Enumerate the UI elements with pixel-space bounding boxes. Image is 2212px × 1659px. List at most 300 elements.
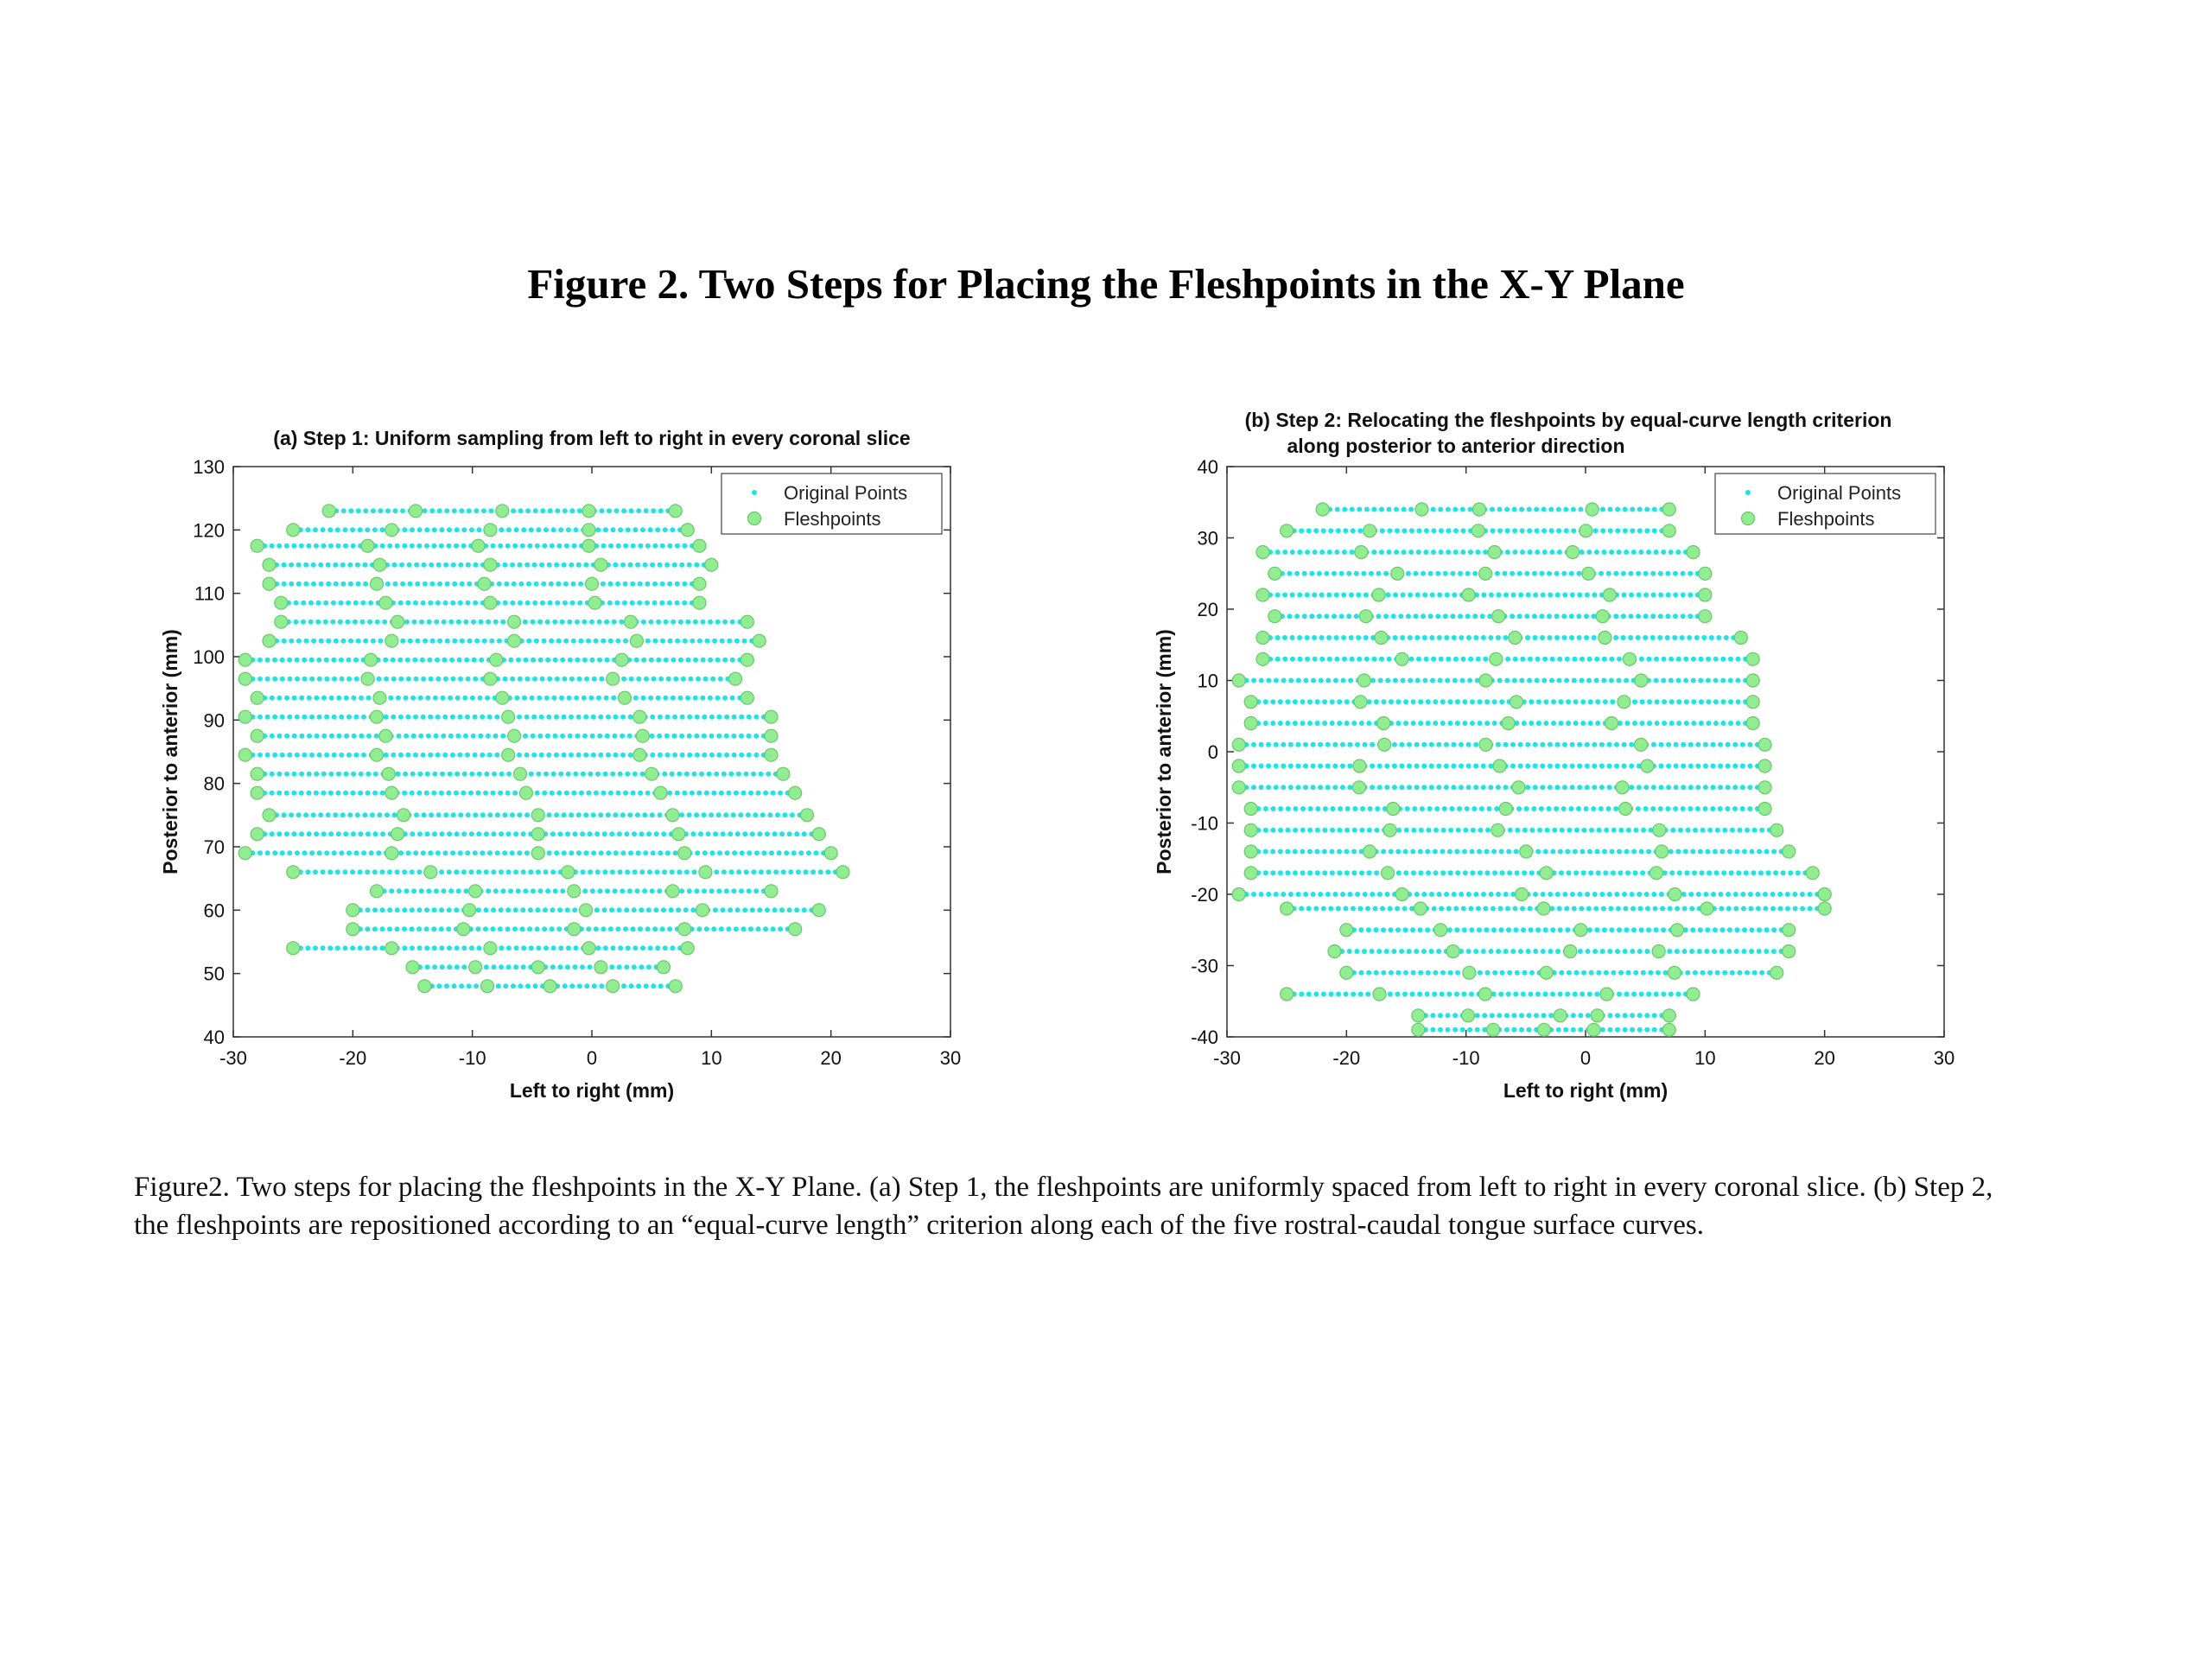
fleshpoint — [1650, 867, 1663, 880]
original-point — [1373, 906, 1378, 912]
original-point — [1348, 892, 1353, 897]
original-point — [1444, 785, 1449, 790]
original-point — [1336, 906, 1341, 912]
original-point — [814, 850, 819, 855]
original-point — [744, 772, 749, 777]
original-point — [529, 945, 534, 950]
original-point — [642, 888, 647, 893]
fleshpoint — [1479, 674, 1492, 687]
original-point — [734, 639, 740, 644]
original-point — [1557, 906, 1562, 912]
original-point — [484, 907, 489, 912]
original-point — [1613, 571, 1618, 576]
original-point — [628, 850, 633, 855]
original-point — [1567, 828, 1572, 833]
original-point — [528, 907, 533, 912]
original-point — [1586, 906, 1592, 912]
original-point — [328, 543, 334, 549]
original-point — [1414, 742, 1420, 747]
original-point — [686, 658, 691, 663]
original-point — [1719, 849, 1725, 855]
fleshpoint — [1395, 888, 1408, 901]
original-point — [1425, 927, 1430, 932]
original-point — [1303, 678, 1308, 683]
original-point — [402, 869, 407, 874]
original-point — [1607, 892, 1612, 897]
original-point — [1288, 892, 1294, 897]
original-point — [398, 715, 404, 720]
fleshpoint — [607, 672, 620, 685]
original-point — [1282, 657, 1287, 662]
original-point — [579, 791, 584, 796]
original-point — [1577, 785, 1582, 790]
original-point — [721, 831, 726, 836]
original-point — [456, 888, 461, 893]
original-point — [1568, 806, 1573, 811]
original-point — [771, 926, 776, 931]
original-point — [640, 945, 645, 950]
original-point — [458, 563, 463, 568]
original-point — [1406, 613, 1411, 619]
original-point — [439, 907, 444, 912]
original-point — [1429, 764, 1434, 769]
original-point — [1419, 828, 1424, 833]
original-point — [517, 715, 522, 720]
original-point — [1503, 593, 1509, 598]
legend — [1715, 474, 1936, 534]
original-point — [1579, 906, 1584, 912]
original-point — [1603, 699, 1608, 704]
original-point — [1683, 849, 1688, 855]
original-point — [1670, 828, 1675, 833]
x-tick-label: 30 — [939, 1047, 962, 1069]
series-original-points — [243, 508, 846, 988]
original-point — [1535, 678, 1540, 683]
original-point — [1643, 593, 1649, 598]
original-point — [547, 850, 552, 855]
original-point — [1770, 892, 1776, 897]
original-point — [750, 831, 755, 836]
original-point — [1384, 764, 1389, 769]
original-point — [1573, 699, 1579, 704]
original-point — [1492, 721, 1497, 726]
original-point — [576, 812, 582, 817]
original-point — [1497, 1013, 1502, 1018]
original-point — [1476, 550, 1481, 555]
original-point — [662, 869, 667, 874]
original-point — [1356, 635, 1361, 640]
fleshpoint — [1783, 845, 1796, 858]
original-point — [1460, 550, 1465, 555]
original-point — [1565, 849, 1570, 855]
original-point — [1703, 892, 1708, 897]
original-point — [1617, 678, 1622, 683]
original-point — [1595, 849, 1600, 855]
original-point — [649, 658, 654, 663]
original-point — [1322, 699, 1327, 704]
original-point — [1732, 764, 1738, 769]
original-point — [265, 850, 270, 855]
original-point — [718, 677, 723, 682]
original-point — [396, 772, 401, 777]
original-point — [1668, 906, 1673, 912]
fleshpoint — [1586, 503, 1599, 516]
original-point — [613, 563, 618, 568]
original-point — [1541, 892, 1546, 897]
original-point — [1528, 657, 1533, 662]
original-point — [568, 658, 573, 663]
original-point — [311, 812, 316, 817]
original-point — [1725, 806, 1730, 811]
original-point — [372, 527, 378, 532]
original-point — [1740, 764, 1745, 769]
original-point — [704, 926, 709, 931]
original-point — [545, 888, 550, 893]
original-point — [1593, 528, 1599, 533]
original-point — [1758, 870, 1764, 875]
original-point — [1705, 849, 1710, 855]
original-point — [1721, 870, 1726, 875]
original-point — [1766, 870, 1771, 875]
original-point — [713, 907, 718, 912]
original-point — [652, 677, 657, 682]
y-tick-label: 70 — [203, 836, 225, 858]
original-point — [1429, 949, 1434, 954]
original-point — [606, 715, 611, 720]
original-point — [1564, 678, 1569, 683]
original-point — [724, 734, 729, 739]
original-point — [1393, 635, 1398, 640]
original-point — [418, 734, 423, 739]
original-point — [569, 563, 574, 568]
original-point — [1581, 970, 1586, 976]
original-point — [469, 869, 474, 874]
original-point — [377, 677, 382, 682]
original-point — [1375, 806, 1380, 811]
original-point — [1467, 507, 1472, 512]
original-point — [1705, 927, 1710, 932]
original-point — [410, 772, 416, 777]
original-point — [1303, 785, 1308, 790]
original-point — [747, 888, 752, 893]
original-point — [329, 696, 334, 701]
original-point — [1405, 806, 1410, 811]
original-point — [560, 734, 565, 739]
original-point — [560, 658, 565, 663]
original-point — [1459, 635, 1464, 640]
original-point — [1491, 927, 1497, 932]
original-point — [598, 715, 603, 720]
original-point — [1287, 571, 1293, 576]
original-point — [688, 677, 693, 682]
original-point — [601, 543, 607, 549]
fleshpoint — [418, 980, 431, 993]
original-point — [1300, 699, 1306, 704]
original-point — [669, 907, 674, 912]
original-point — [549, 582, 554, 587]
original-point — [355, 812, 360, 817]
original-point — [576, 563, 582, 568]
original-point — [411, 888, 416, 893]
original-point — [1722, 828, 1727, 833]
original-point — [1706, 721, 1711, 726]
original-point — [1442, 806, 1447, 811]
original-point — [586, 639, 591, 644]
original-point — [1719, 949, 1725, 954]
original-point — [766, 772, 771, 777]
original-point — [1580, 721, 1586, 726]
original-point — [1504, 1013, 1510, 1018]
original-point — [1334, 635, 1339, 640]
original-point — [257, 715, 263, 720]
original-point — [276, 543, 282, 549]
original-point — [1366, 721, 1371, 726]
original-point — [632, 945, 638, 950]
chart-panel-b — [1141, 406, 2005, 1115]
original-point — [609, 831, 614, 836]
original-point — [1399, 949, 1404, 954]
original-point — [694, 812, 699, 817]
original-point — [506, 964, 512, 969]
original-point — [1374, 699, 1379, 704]
original-point — [1313, 657, 1318, 662]
original-point — [363, 582, 368, 587]
original-point — [428, 850, 433, 855]
original-point — [611, 696, 616, 701]
original-point — [1376, 613, 1382, 619]
original-point — [1294, 613, 1300, 619]
original-point — [292, 696, 297, 701]
fleshpoint — [1328, 945, 1341, 958]
fleshpoint — [346, 923, 359, 936]
original-point — [1403, 699, 1408, 704]
original-point — [611, 527, 616, 532]
original-point — [1473, 949, 1478, 954]
original-point — [1251, 742, 1256, 747]
original-point — [1594, 927, 1599, 932]
original-point — [295, 658, 300, 663]
original-point — [694, 888, 699, 893]
original-point — [1536, 699, 1541, 704]
original-point — [476, 907, 481, 912]
original-point — [1724, 635, 1729, 640]
original-point — [1592, 949, 1598, 954]
original-point — [604, 620, 609, 625]
original-point — [565, 831, 570, 836]
original-point — [1498, 992, 1503, 997]
original-point — [554, 812, 559, 817]
original-point — [1603, 870, 1608, 875]
original-point — [1367, 870, 1372, 875]
original-point — [763, 926, 768, 931]
original-point — [447, 964, 452, 969]
original-point — [1467, 678, 1472, 683]
fleshpoint — [379, 596, 392, 609]
original-point — [739, 715, 744, 720]
original-point — [442, 620, 447, 625]
original-point — [524, 658, 529, 663]
fleshpoint — [1509, 632, 1522, 645]
fleshpoint — [1699, 610, 1712, 623]
original-point — [1587, 849, 1592, 855]
original-point — [592, 983, 597, 988]
fleshpoint — [582, 539, 595, 552]
original-point — [321, 734, 327, 739]
original-point — [648, 527, 653, 532]
original-point — [656, 658, 661, 663]
original-point — [1592, 593, 1597, 598]
original-point — [1512, 528, 1517, 533]
original-point — [1274, 764, 1279, 769]
original-point — [673, 677, 678, 682]
original-point — [428, 715, 433, 720]
original-point — [1719, 927, 1725, 932]
original-point — [538, 888, 543, 893]
original-point — [523, 734, 528, 739]
original-point — [615, 926, 620, 931]
original-point — [429, 582, 435, 587]
original-point — [702, 850, 708, 855]
original-point — [787, 831, 792, 836]
original-point — [672, 715, 677, 720]
original-point — [410, 945, 415, 950]
original-point — [1309, 571, 1314, 576]
original-point — [295, 677, 300, 682]
original-point — [410, 831, 415, 836]
original-point — [424, 907, 429, 912]
original-point — [1637, 528, 1643, 533]
original-point — [1808, 906, 1813, 912]
original-point — [1415, 593, 1421, 598]
original-point — [321, 791, 326, 796]
original-point — [429, 563, 434, 568]
original-point — [1402, 528, 1407, 533]
original-point — [1477, 927, 1482, 932]
y-axis-label: Posterior to anterior (mm) — [1153, 629, 1175, 874]
original-point — [1407, 764, 1412, 769]
original-point — [1732, 806, 1738, 811]
original-point — [301, 620, 306, 625]
fleshpoint — [812, 904, 825, 917]
original-point — [1376, 949, 1382, 954]
original-point — [760, 812, 766, 817]
original-point — [1467, 1027, 1472, 1033]
original-point — [447, 831, 452, 836]
original-point — [542, 926, 547, 931]
original-point — [663, 527, 668, 532]
original-point — [1344, 699, 1350, 704]
original-point — [1529, 699, 1534, 704]
original-point — [440, 964, 445, 969]
original-point — [326, 639, 331, 644]
original-point — [1733, 906, 1738, 912]
original-point — [296, 582, 302, 587]
original-point — [1315, 870, 1320, 875]
original-point — [1350, 550, 1355, 555]
original-point — [1374, 870, 1379, 875]
original-point — [591, 753, 596, 758]
original-point — [1325, 785, 1331, 790]
original-point — [1556, 1027, 1561, 1033]
original-point — [459, 508, 464, 513]
original-point — [652, 582, 658, 587]
original-point — [1658, 806, 1663, 811]
original-point — [431, 926, 436, 931]
original-point — [1357, 657, 1362, 662]
original-point — [1351, 870, 1357, 875]
fleshpoint — [678, 847, 691, 860]
y-tick-label: -30 — [1191, 955, 1218, 977]
fleshpoint — [1232, 888, 1245, 901]
original-point — [366, 734, 372, 739]
original-point — [1282, 635, 1287, 640]
original-point — [627, 812, 632, 817]
original-point — [1300, 806, 1306, 811]
original-point — [346, 715, 352, 720]
original-point — [560, 888, 565, 893]
original-point — [551, 772, 556, 777]
original-point — [1401, 678, 1406, 683]
original-point — [392, 563, 397, 568]
original-point — [702, 753, 707, 758]
original-point — [1364, 507, 1370, 512]
original-point — [545, 734, 550, 739]
original-point — [353, 658, 359, 663]
original-point — [1608, 1027, 1613, 1033]
original-point — [1447, 721, 1452, 726]
original-point — [1691, 699, 1696, 704]
original-point — [532, 563, 537, 568]
fleshpoint — [263, 558, 276, 571]
original-point — [1602, 657, 1607, 662]
original-point — [508, 658, 513, 663]
original-point — [645, 639, 651, 644]
original-point — [1535, 927, 1541, 932]
original-point — [424, 831, 429, 836]
original-point — [317, 677, 322, 682]
original-point — [1403, 721, 1408, 726]
fleshpoint — [1641, 760, 1654, 772]
original-point — [302, 677, 308, 682]
original-point — [343, 543, 348, 549]
original-point — [523, 888, 528, 893]
original-point — [1347, 949, 1352, 954]
original-point — [1491, 906, 1496, 912]
original-point — [640, 527, 645, 532]
original-point — [1550, 992, 1555, 997]
original-point — [1330, 721, 1335, 726]
original-point — [656, 620, 661, 625]
original-point — [499, 945, 504, 950]
original-point — [1698, 678, 1703, 683]
original-point — [553, 734, 558, 739]
original-point — [1730, 970, 1735, 976]
original-point — [699, 772, 704, 777]
original-point — [555, 508, 560, 513]
original-point — [1414, 949, 1419, 954]
original-point — [670, 945, 675, 950]
original-point — [1600, 528, 1605, 533]
original-point — [416, 543, 422, 549]
fleshpoint — [1700, 902, 1713, 915]
original-point — [1461, 657, 1466, 662]
original-point — [1424, 657, 1429, 662]
original-point — [1429, 742, 1434, 747]
original-point — [1324, 571, 1329, 576]
original-point — [363, 508, 368, 513]
original-point — [672, 563, 677, 568]
original-point — [1408, 635, 1413, 640]
